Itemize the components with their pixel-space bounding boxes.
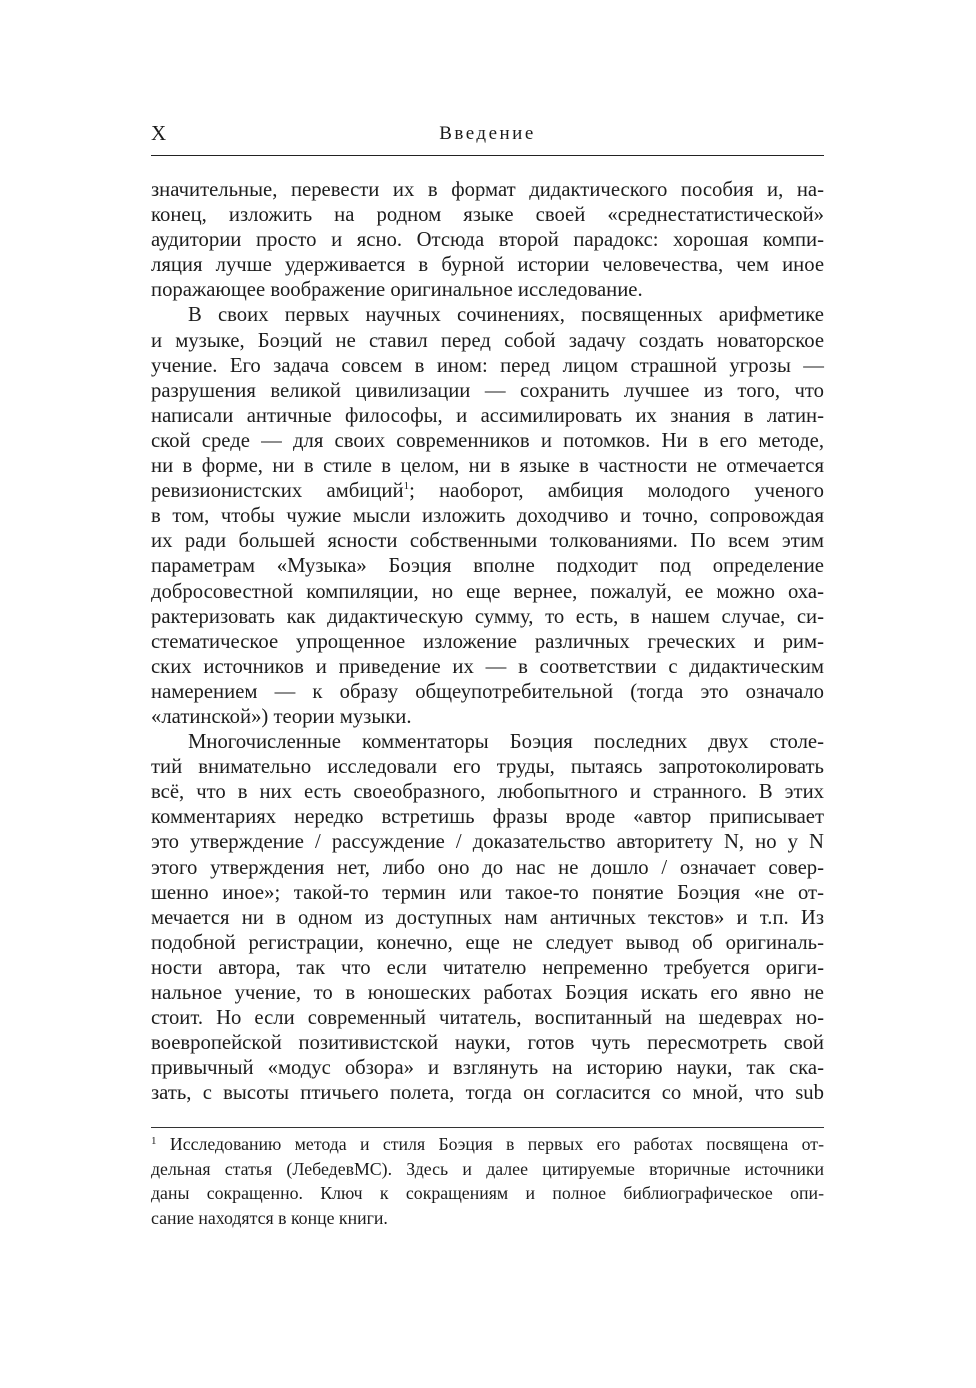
text-line: привычный «модус обзора» и взглянуть на историю науки, так ска- [151, 1057, 824, 1080]
text-line: В своих первых научных сочинениях, посвященных арифметике [188, 304, 824, 327]
text-line: ни в форме, ни в стиле в целом, ни в языке в частности не отмечается [151, 455, 824, 478]
footnote-line: сание находятся в конце книги. [151, 1207, 388, 1228]
text-line: подобной регистрации, конечно, еще не следует вывод об оригиналь- [151, 931, 824, 954]
text-line: этого утверждения нет, либо оно до нас не дошло / означает совер- [151, 856, 824, 879]
paragraph-2 [151, 303, 824, 730]
text-line: ской среде — для своих современников и потомков. Ни в его методе, [151, 429, 824, 452]
text-line: тий внимательно исследовали его труды, пытаясь запротоколировать [151, 756, 824, 779]
text-line: ляция лучше удерживается в бурной истории человечества, чем иное [151, 254, 824, 277]
footnote-line: дельная статья (ЛебедевМС). Здесь и далее цитируемые вторичные источники [151, 1158, 824, 1179]
text-line: стоит. Но если современный читатель, воспитанный на шедеврах но- [151, 1007, 824, 1030]
text-line: разрушения великой цивилизации — сохранить лучшее из того, что [151, 379, 824, 402]
text-line: мечается ни в одном из доступных нам античных текстов» и т.п. Из [151, 906, 824, 929]
text-line [151, 479, 824, 504]
footnote-mark: 1 [151, 1135, 157, 1147]
text-line: ности автора, так что если читателю непременно требуется ориги- [151, 956, 824, 979]
text-line: рактеризовать как дидактическую сумму, то есть, в нашем случае, си- [151, 605, 824, 628]
text-fragment: ; наоборот, амбиция молодого ученого [409, 480, 824, 503]
footnote-line: даны сокращенно. Ключ к сокращениям и полное библиографическое опи- [151, 1183, 824, 1203]
paragraph-3 [151, 730, 824, 1106]
text-line: конец, изложить на родном языке своей «среднестатистической» [151, 204, 824, 227]
footnote-line [151, 1132, 824, 1157]
text-line: зать, с высоты птичьего полета, тогда он согласится со мной, что sub [151, 1082, 824, 1105]
text-fragment: Исследованию метода и стиля Боэция в первых его работах посвящена от- [156, 1134, 824, 1154]
text-line: и музыке, Боэций не ставил перед собой задачу создать новаторское [151, 329, 824, 352]
text-line: Многочисленные комментаторы Боэция последних двух столе- [188, 731, 824, 754]
text-line: параметрам «Музыка» Боэция вполне подходит под определение [151, 555, 824, 578]
text-line: намерением — к образу общеупотребительной (тогда это означало [151, 680, 824, 703]
footnote-reference[interactable]: 1 [403, 480, 410, 493]
text-line: ских источников и приведение их — в соответствии с дидактическим [151, 655, 824, 678]
text-line: воевропейской позитивистской науки, готов чуть пересмотреть свой [151, 1032, 824, 1055]
header-rule [151, 155, 824, 156]
text-line: в том, чтобы чужие мысли изложить доходчиво и точно, сопровождая [151, 505, 824, 528]
text-fragment: ревизионистских амбиций [151, 480, 404, 503]
text-line: поражающее воображение оригинальное исследование. [151, 279, 643, 302]
text-line: комментариях нередко встретишь фразы вроде «автор приписывает [151, 806, 824, 829]
text-line: нальное учение, то в юношеских работах Боэция искать его явно не [151, 982, 824, 1004]
text-line: аудитории просто и ясно. Отсюда второй парадокс: хорошая компи- [151, 229, 824, 252]
running-title: Введение [439, 123, 536, 144]
text-line: добросовестной компиляции, но еще вернее, пожалуй, ее можно оха- [151, 580, 824, 603]
paragraph-1 [151, 178, 824, 303]
text-line: шенно иное»; такой-то термин или такое-то понятие Боэция «не от- [151, 881, 824, 904]
page-number: X [151, 121, 167, 145]
body-text [151, 178, 824, 1106]
text-line: написали античные философы, и ассимилировать их знания в латин- [151, 404, 824, 427]
text-line: стематическое упрощенное изложение различных греческих и рим- [151, 630, 824, 653]
footnotes [151, 1132, 824, 1230]
text-line: значительные, перевести их в формат дидактического пособия и, на- [151, 179, 824, 201]
footnote-rule [151, 1127, 824, 1128]
text-line: это утверждение / рассуждение / доказательство авторитету N, но у N [151, 831, 824, 854]
text-line: их ради большей ясности собственными толкованиями. По всем этим [151, 530, 824, 553]
text-line: учение. Его задача совсем в ином: перед лицом страшной угрозы — [151, 354, 824, 377]
text-line: «латинской») теории музыки. [151, 705, 412, 728]
text-line: всё, что в них есть своеобразного, любопытного и странного. В этих [151, 781, 824, 804]
